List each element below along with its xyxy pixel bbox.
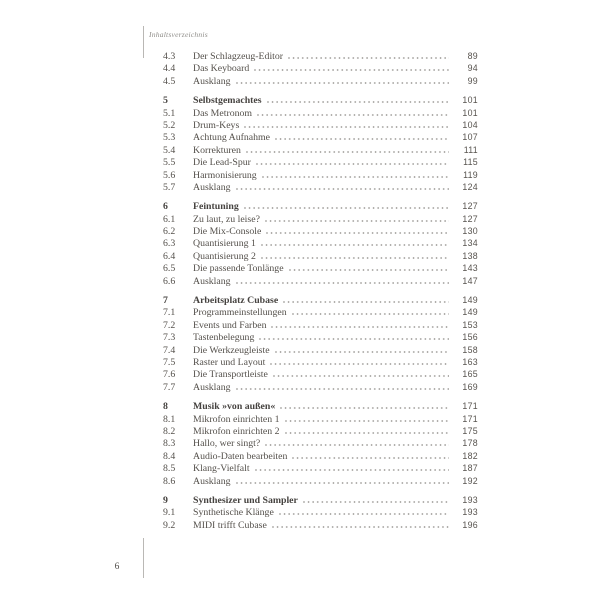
toc-entry-number: 5.6 bbox=[163, 169, 176, 181]
dot-leader bbox=[275, 138, 449, 140]
toc-entry-page: 165 bbox=[462, 369, 478, 380]
toc-entry-page: 192 bbox=[462, 475, 478, 486]
toc-section bbox=[163, 51, 478, 88]
toc-entry-number: 6 bbox=[163, 201, 168, 213]
toc-entry bbox=[163, 120, 478, 132]
dot-leader bbox=[279, 513, 449, 515]
toc-entry-title: Die Mix-Console bbox=[193, 226, 262, 238]
toc-section bbox=[163, 95, 478, 194]
toc-entry-page: 101 bbox=[462, 95, 478, 106]
dot-leader bbox=[236, 82, 449, 84]
dot-leader bbox=[292, 313, 449, 315]
toc-entry-title: Die Lead-Spur bbox=[193, 157, 251, 169]
toc-entry bbox=[163, 345, 478, 357]
toc-entry-title: Der Schlagzeug-Editor bbox=[193, 51, 284, 62]
toc-entry-page: 101 bbox=[462, 107, 478, 118]
dot-leader bbox=[262, 176, 449, 178]
toc-entry-page: 193 bbox=[462, 494, 478, 505]
toc-entry-title: Harmonisierung bbox=[193, 169, 257, 181]
toc-entry-page: 175 bbox=[462, 425, 478, 436]
dot-leader bbox=[236, 388, 449, 390]
dot-leader bbox=[255, 469, 449, 471]
running-header: Inhaltsverzeichnis bbox=[149, 30, 208, 39]
dot-leader bbox=[236, 482, 449, 484]
toc-entry-title: Achtung Aufnahme bbox=[193, 132, 270, 144]
toc-entry-page: 111 bbox=[463, 144, 478, 155]
toc-entry-title: Ausklang bbox=[193, 181, 231, 193]
toc-entry-page: 115 bbox=[463, 157, 478, 168]
toc-entry-number: 7.5 bbox=[163, 356, 176, 368]
toc-entry bbox=[163, 226, 478, 238]
toc-entry-page: 104 bbox=[462, 119, 478, 130]
toc-entry-page: 107 bbox=[462, 132, 478, 143]
toc-entry bbox=[163, 276, 478, 288]
toc-entry-title: MIDI trifft Cubase bbox=[193, 519, 267, 531]
toc-entry bbox=[163, 108, 478, 120]
toc-entry bbox=[163, 520, 478, 532]
page-number-folio: 6 bbox=[114, 562, 120, 572]
toc-entry-number: 8.1 bbox=[163, 413, 176, 425]
dot-leader bbox=[257, 114, 449, 116]
dot-leader bbox=[267, 101, 449, 103]
dot-leader bbox=[303, 501, 449, 503]
toc-entry bbox=[163, 382, 478, 394]
toc-entry-title: Synthesizer und Sampler bbox=[193, 494, 298, 506]
toc-entry-page: 178 bbox=[462, 438, 478, 449]
toc-entry-number: 6.1 bbox=[163, 213, 176, 225]
toc-entry-page: 127 bbox=[462, 213, 478, 224]
toc-entry-number: 4.3 bbox=[163, 51, 176, 62]
dot-leader bbox=[270, 363, 449, 365]
toc-entry-number: 5.1 bbox=[163, 107, 176, 119]
toc-entry-title: Programmeinstellungen bbox=[193, 307, 287, 319]
dot-leader bbox=[265, 220, 449, 222]
dot-leader bbox=[261, 257, 449, 259]
toc-entry-page: 138 bbox=[462, 250, 478, 261]
toc-entry-page: 153 bbox=[462, 319, 478, 330]
toc-entry-title: Tastenbelegung bbox=[193, 332, 255, 344]
toc-entry-number: 8.2 bbox=[163, 425, 176, 437]
toc-section bbox=[163, 495, 478, 532]
toc-entry bbox=[163, 357, 478, 369]
dot-leader bbox=[254, 69, 449, 71]
toc-entry-title: Quantisierung 1 bbox=[193, 238, 256, 250]
toc-entry-number: 6.3 bbox=[163, 238, 176, 250]
toc-entry-page: 182 bbox=[462, 450, 478, 461]
toc-entry bbox=[163, 495, 478, 507]
toc-entry-number: 7 bbox=[163, 295, 168, 307]
toc-entry-number: 8.5 bbox=[163, 463, 176, 475]
footer-rule bbox=[143, 538, 144, 578]
dot-leader bbox=[272, 526, 449, 528]
toc-entry-page: 147 bbox=[462, 275, 478, 286]
toc-entry-page: 149 bbox=[462, 295, 478, 306]
toc-entry bbox=[163, 438, 478, 450]
toc-entry-page: 124 bbox=[462, 181, 478, 192]
table-of-contents bbox=[163, 51, 478, 532]
toc-entry-title: Ausklang bbox=[193, 75, 231, 87]
toc-entry bbox=[163, 451, 478, 463]
toc-entry-page: 127 bbox=[462, 201, 478, 212]
toc-entry-number: 4.5 bbox=[163, 75, 176, 87]
toc-entry-number: 7.3 bbox=[163, 332, 176, 344]
dot-leader bbox=[285, 420, 449, 422]
dot-leader bbox=[283, 301, 449, 303]
toc-entry-number: 6.4 bbox=[163, 250, 176, 262]
toc-entry-title: Events und Farben bbox=[193, 319, 267, 331]
toc-entry-title: Korrekturen bbox=[193, 144, 241, 156]
toc-entry-number: 5.5 bbox=[163, 157, 176, 169]
toc-entry bbox=[163, 263, 478, 275]
toc-entry-title: Hallo, wer singt? bbox=[193, 438, 261, 450]
toc-entry bbox=[163, 463, 478, 475]
toc-entry bbox=[163, 507, 478, 519]
dot-leader bbox=[244, 126, 449, 128]
toc-entry-page: 196 bbox=[462, 519, 478, 530]
toc-entry bbox=[163, 320, 478, 332]
toc-entry bbox=[163, 476, 478, 488]
toc-entry-page: 143 bbox=[462, 263, 478, 274]
toc-section bbox=[163, 201, 478, 288]
toc-entry-title: Klang-Vielfalt bbox=[193, 463, 250, 475]
toc-entry-title: Raster und Layout bbox=[193, 356, 266, 368]
toc-entry-number: 9.1 bbox=[163, 507, 176, 519]
dot-leader bbox=[256, 163, 449, 165]
dot-leader bbox=[280, 407, 449, 409]
toc-entry-number: 7.4 bbox=[163, 344, 176, 356]
toc-entry bbox=[163, 201, 478, 213]
toc-entry-page: 99 bbox=[467, 75, 478, 86]
dot-leader bbox=[271, 326, 449, 328]
dot-leader bbox=[259, 338, 449, 340]
toc-entry-title: Mikrofon einrichten 2 bbox=[193, 425, 280, 437]
toc-entry bbox=[163, 182, 478, 194]
toc-entry-title: Die Werkzeugleiste bbox=[193, 344, 270, 356]
toc-entry-page: 119 bbox=[463, 169, 478, 180]
toc-entry-title: Das Metronom bbox=[193, 107, 253, 119]
toc-entry bbox=[163, 95, 478, 107]
toc-entry-page: 193 bbox=[462, 507, 478, 518]
toc-entry-number: 5.3 bbox=[163, 132, 176, 144]
toc-entry bbox=[163, 157, 478, 169]
dot-leader bbox=[246, 151, 449, 153]
dot-leader bbox=[289, 269, 449, 271]
toc-entry-number: 8.4 bbox=[163, 450, 176, 462]
toc-entry bbox=[163, 332, 478, 344]
toc-entry-number: 6.2 bbox=[163, 226, 176, 238]
toc-entry bbox=[163, 145, 478, 157]
toc-entry-title: Zu laut, zu leise? bbox=[193, 213, 260, 225]
toc-entry-page: 171 bbox=[462, 413, 478, 424]
toc-entry-page: 158 bbox=[462, 344, 478, 355]
toc-entry bbox=[163, 238, 478, 250]
toc-entry bbox=[163, 251, 478, 263]
toc-entry-title: Feintuning bbox=[193, 201, 239, 213]
dot-leader bbox=[285, 432, 449, 434]
toc-entry bbox=[163, 214, 478, 226]
toc-entry bbox=[163, 63, 478, 75]
toc-entry-title: Quantisierung 2 bbox=[193, 250, 256, 262]
toc-entry bbox=[163, 369, 478, 381]
toc-entry-number: 8.6 bbox=[163, 475, 176, 487]
toc-entry bbox=[163, 414, 478, 426]
toc-entry bbox=[163, 401, 478, 413]
toc-entry bbox=[163, 132, 478, 144]
dot-leader bbox=[236, 282, 449, 284]
dot-leader bbox=[244, 207, 449, 209]
toc-entry-number: 5 bbox=[163, 95, 168, 107]
toc-entry-title: Musik »von außen« bbox=[193, 401, 276, 413]
toc-entry-number: 9 bbox=[163, 494, 168, 506]
toc-section bbox=[163, 295, 478, 394]
toc-entry bbox=[163, 307, 478, 319]
toc-entry-number: 7.7 bbox=[163, 381, 176, 393]
dot-leader bbox=[236, 188, 449, 190]
dot-leader bbox=[261, 244, 449, 246]
toc-entry-number: 5.4 bbox=[163, 144, 176, 156]
toc-entry-title: Ausklang bbox=[193, 381, 231, 393]
toc-entry-page: 187 bbox=[462, 463, 478, 474]
toc-entry-number: 7.6 bbox=[163, 369, 176, 381]
toc-entry-page: 149 bbox=[462, 307, 478, 318]
toc-section bbox=[163, 401, 478, 488]
toc-entry bbox=[163, 51, 478, 63]
toc-entry bbox=[163, 76, 478, 88]
toc-entry-page: 156 bbox=[462, 332, 478, 343]
toc-entry-title: Audio-Daten bearbeiten bbox=[193, 450, 288, 462]
toc-entry-number: 8.3 bbox=[163, 438, 176, 450]
toc-entry-title: Drum-Keys bbox=[193, 119, 240, 131]
toc-entry-number: 6.5 bbox=[163, 263, 176, 275]
toc-entry-title: Selbstgemachtes bbox=[193, 95, 262, 107]
dot-leader bbox=[292, 457, 449, 459]
toc-entry bbox=[163, 295, 478, 307]
toc-entry-title: Ausklang bbox=[193, 475, 231, 487]
toc-entry-number: 8 bbox=[163, 401, 168, 413]
toc-entry-title: Die Transportleiste bbox=[193, 369, 268, 381]
toc-entry-number: 7.1 bbox=[163, 307, 176, 319]
toc-entry bbox=[163, 170, 478, 182]
toc-entry-title: Das Keyboard bbox=[193, 63, 250, 75]
toc-entry-number: 6.6 bbox=[163, 275, 176, 287]
dot-leader bbox=[273, 375, 449, 377]
header-rule bbox=[143, 26, 144, 58]
toc-entry-page: 130 bbox=[462, 226, 478, 237]
toc-entry-number: 9.2 bbox=[163, 519, 176, 531]
toc-entry-page: 134 bbox=[462, 238, 478, 249]
toc-entry-number: 5.7 bbox=[163, 181, 176, 193]
toc-entry-title: Synthetische Klänge bbox=[193, 507, 274, 519]
toc-entry-title: Ausklang bbox=[193, 275, 231, 287]
toc-entry-page: 94 bbox=[467, 63, 478, 74]
toc-entry bbox=[163, 426, 478, 438]
toc-entry-page: 171 bbox=[462, 401, 478, 412]
toc-entry-number: 7.2 bbox=[163, 319, 176, 331]
dot-leader bbox=[275, 351, 449, 353]
toc-entry-title: Mikrofon einrichten 1 bbox=[193, 413, 280, 425]
toc-entry-title: Die passende Tonlänge bbox=[193, 263, 284, 275]
toc-entry-page: 163 bbox=[462, 356, 478, 367]
toc-entry-page: 89 bbox=[467, 51, 478, 61]
dot-leader bbox=[266, 232, 449, 234]
dot-leader bbox=[265, 444, 449, 446]
toc-entry-page: 169 bbox=[462, 381, 478, 392]
dot-leader bbox=[288, 57, 449, 59]
toc-entry-title: Arbeitsplatz Cubase bbox=[193, 295, 279, 307]
toc-entry-number: 5.2 bbox=[163, 119, 176, 131]
toc-entry-number: 4.4 bbox=[163, 63, 176, 75]
